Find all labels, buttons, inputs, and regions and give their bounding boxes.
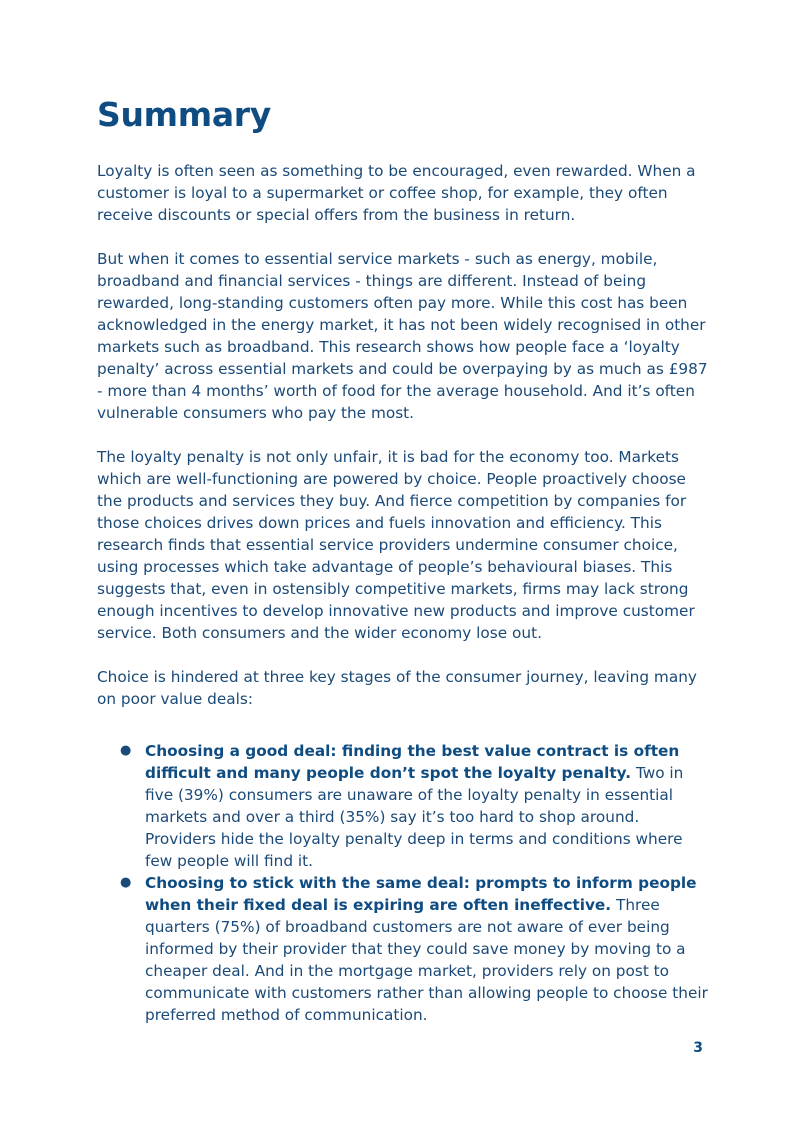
bullet-dot-icon: ● (120, 875, 132, 890)
page-title: Summary (97, 95, 271, 134)
paragraph-intro: Loyalty is often seen as something to be encouraged, even rewarded. When a customer is loyal to a supermarket or coffee shop, for example, they often receive discounts or special offers from the business in return. (97, 162, 696, 224)
paragraph-choice-stages: Choice is hindered at three key stages of the consumer journey, leaving many on poor value deals: (97, 668, 697, 708)
paragraph-economy: The loyalty penalty is not only unfair, it is bad for the economy too. Markets which are well-functioning are powered by choice. People proactively choose the products and services they buy. And fierce competition by companies for those choices drives down prices and fuels innovation and efficiency. This research finds that essential service providers undermine consumer choice, using processes which take advantage of people’s behavioural biases. This suggests that, even in ostensibly competitive markets, firms may lack strong enough incentives to develop innovative new products and improve customer service. Both consumers and the wider economy lose out. (97, 448, 695, 642)
list-item (120, 740, 709, 872)
paragraph-essential-markets: But when it comes to essential service markets - such as energy, mobile, broadband and financial services - things are different. Instead of being rewarded, long-standing customers often pay more. While this cost has been acknowledged in the energy market, it has not been widely recognised in other markets such as broadband. This research shows how people face a ‘loyalty penalty’ across essential markets and could be overpaying by as much as £987 - more than 4 months’ worth of food for the average household. And it’s often vulnerable consumers who pay the most. (97, 250, 708, 422)
key-stages-list (97, 740, 709, 1026)
list-item-bold-lead: Choosing to stick with the same deal: prompts to inform people when their fixed deal is expiring are often ineffective. (145, 874, 697, 914)
list-item-bold-lead: Choosing a good deal: finding the best value contract is often difficult and many people don’t spot the loyalty penalty. (145, 742, 680, 782)
list-item (120, 872, 709, 1026)
bullet-dot-icon: ● (120, 743, 132, 758)
page-number: 3 (693, 1040, 703, 1056)
list-item-text: Three quarters (75%) of broadband customers are not aware of ever being informed by their provider that they could save money by moving to a cheaper deal. And in the mortgage market, providers rely on post to communicate with customers rather than allowing people to choose their preferred method of communication. (145, 896, 708, 1024)
list-item-text: Two in five (39%) consumers are unaware of the loyalty penalty in essential markets and over a third (35%) say it’s too hard to shop around. Providers hide the loyalty penalty deep in terms and conditions where few people will find it. (145, 764, 684, 870)
summary-page (97, 92, 709, 1026)
